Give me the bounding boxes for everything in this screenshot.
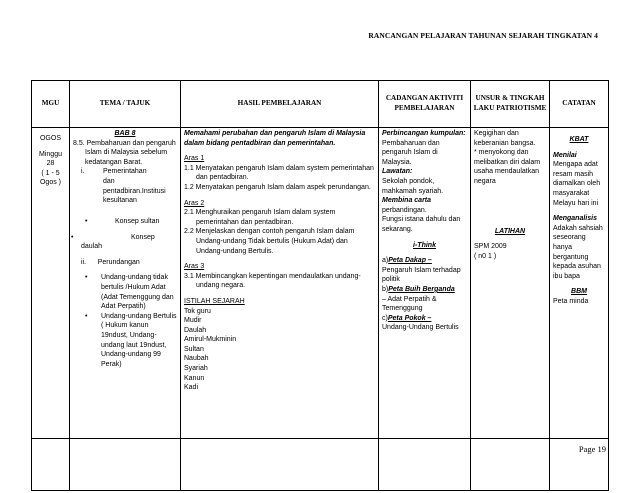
hasil-aras-1: Aras 1	[184, 155, 205, 163]
cadangan-peta-dakap-text: Pengaruh Islam terhadap politik	[382, 266, 461, 284]
tema-title: 8.5. Pembaharuan dan pengaruh Islam di Malaysia sebelum kedatangan Barat.	[73, 139, 176, 166]
unsur-latihan: LATIHAN	[494, 227, 526, 235]
col-cadangan: CADANGAN AKTIVITI PEMBELAJARAN	[379, 81, 471, 128]
table-header-row	[32, 81, 609, 128]
mgu-cell	[32, 128, 70, 491]
istilah-term: Mudir	[184, 317, 202, 325]
cadangan-carta: Membina carta	[382, 197, 432, 205]
cadangan-perbincangan: Perbincangan kumpulan:	[382, 130, 466, 137]
cadangan-lawatan: Lawatan:	[382, 168, 413, 176]
cadangan-cell	[379, 128, 471, 491]
tema-item-i: i. Pemerintahan dan pentadbiran.Institusi kesultanan	[81, 168, 166, 205]
document-header-title: RANCANGAN PELAJARAN TAHUNAN SEJARAH TINGKATAN 4	[368, 31, 598, 40]
istilah-term: Kanun	[184, 374, 205, 382]
catatan-menganalisis-text: Adakah sahsiah seseorang hanya bergantung kepada asuhan ibu bapa	[553, 224, 603, 280]
tema-bullet-konsep-sultan: • Konsep sultan	[73, 217, 177, 227]
hasil-1-1: 1.1 Menyatakan pengaruh Islam dalam system pemerintahan dan pentadbiran.	[184, 164, 374, 182]
col-hasil: HASIL PEMBELAJARAN	[181, 81, 379, 128]
cadangan-peta-pokok: c)Peta Pokok –	[382, 314, 432, 322]
hasil-3-1: 3.1 Membincangkan kepentingan mendaulatkan undang-undang negara.	[184, 272, 361, 290]
hasil-1-2: 1.2 Menyatakan pengaruh Islam dalam aspek perundangan.	[184, 183, 371, 191]
catatan-menilai: Menilai	[553, 151, 577, 159]
mgu-week-number: 28	[46, 160, 55, 168]
hasil-intro: Memahami perubahan dan pengaruh Islam di Malaysia dalam bidang pentadbiran dan pemerintahan.	[184, 130, 366, 147]
page-number: Page 19	[578, 444, 606, 454]
catatan-menganalisis: Menganalisis	[553, 215, 597, 223]
istilah-term: Amirul-Mukminin	[184, 336, 237, 344]
mgu-date-start: ( 1 - 5	[41, 169, 60, 177]
cadangan-peta-buih-text: – Adat Perpatih & Temenggung	[382, 295, 437, 313]
catatan-bbm: BBM	[571, 288, 587, 296]
unsur-spm-no: ( n0 1 )	[474, 252, 497, 260]
hasil-cell	[181, 128, 379, 491]
tema-bullet-tidak-bertulis: • Undang-undang tidak bertulis /Hukum Adat (Adat Temenggung dan Adat Perpatih)	[73, 273, 177, 311]
unsur-menyokong: * menyokong dan melibatkan diri dalam usaha mendaulatkan negara	[474, 149, 541, 185]
istilah-term: Kadi	[184, 384, 199, 392]
cadangan-lawatan-text: Sekolah pondok, mahkamah syariah.	[382, 177, 444, 195]
hasil-2-2: 2.2 Menjelaskan dengan contoh pengaruh Islam dalam Undang-undang Tidak bertulis (Hukum Adat) dan Undang-undang Bertulis.	[184, 228, 355, 255]
istilah-term: Sultan	[184, 345, 204, 353]
cadangan-fungsi-istana: Fungsi istana dahulu dan sekarang.	[382, 216, 461, 233]
lesson-plan-table	[31, 80, 609, 491]
unsur-cell	[471, 128, 550, 491]
cadangan-ithink: i-Think	[413, 241, 436, 249]
catatan-bbm-text: Peta minda	[553, 297, 589, 305]
catatan-menilai-text: Mengapa adat resam masih diamalkan oleh masyarakat Melayu hari ini	[553, 161, 601, 207]
cadangan-carta-text: perbandingan.	[382, 206, 427, 214]
tema-bullet-konsep-daulah: • Konsep	[73, 233, 177, 243]
footer-rule	[31, 438, 608, 439]
cadangan-peta-dakap: a)Peta Dakap –	[382, 257, 432, 265]
hasil-aras-3: Aras 3	[184, 263, 205, 271]
istilah-term: Naubah	[184, 355, 209, 363]
hasil-aras-2: Aras 2	[184, 199, 205, 207]
col-mgu: MGU	[32, 81, 70, 128]
istilah-term: Syariah	[184, 365, 208, 373]
istilah-term: Tok guru	[184, 307, 211, 315]
istilah-term: Daulah	[184, 326, 207, 334]
unsur-kegigihan: Kegigihan dan keberanian bangsa.	[474, 130, 536, 147]
hasil-2-1: 2.1 Menghuraikan pengaruh Islam dalam system pemerintahan dan pentadbiran.	[184, 209, 336, 226]
mgu-date-end: Ogos )	[39, 179, 61, 187]
tema-bullet-bertulis: • Undang-undang Bertulis ( Hukum kanun 19ndust, Undang-undang laut 19ndust, Undang-undang 99 Perak)	[73, 312, 177, 370]
tema-item-ii: ii. Perundangan	[81, 258, 140, 266]
catatan-kbat: KBAT	[569, 136, 589, 143]
col-tema: TEMA / TAJUK	[70, 81, 181, 128]
tema-bab: BAB 8	[114, 130, 136, 137]
mgu-month: OGOS	[39, 135, 61, 142]
catatan-cell	[550, 128, 609, 491]
mgu-week-label: Minggu	[39, 150, 62, 158]
tema-cell	[70, 128, 181, 491]
col-catatan: CATATAN	[550, 81, 609, 128]
tema-item-i-text: Pemerintahan dan pentadbiran.Institusi kesultanan	[103, 168, 166, 205]
table-row	[32, 128, 609, 491]
cadangan-peta-buih: b)Peta Buih Berganda	[382, 285, 455, 293]
cadangan-perbincangan-text: Pembaharuan dan pengaruh Islam di Malaysia.	[382, 139, 440, 166]
col-unsur: UNSUR & TINGKAH LAKU PATRIOTISME	[471, 81, 550, 128]
hasil-istilah: ISTILAH SEJARAH	[184, 297, 245, 305]
cadangan-peta-pokok-text: Undang-Undang Bertulis	[382, 324, 459, 332]
unsur-spm: SPM 2009	[474, 243, 507, 251]
tema-bullet-daulah-cont: daulah	[81, 243, 103, 251]
